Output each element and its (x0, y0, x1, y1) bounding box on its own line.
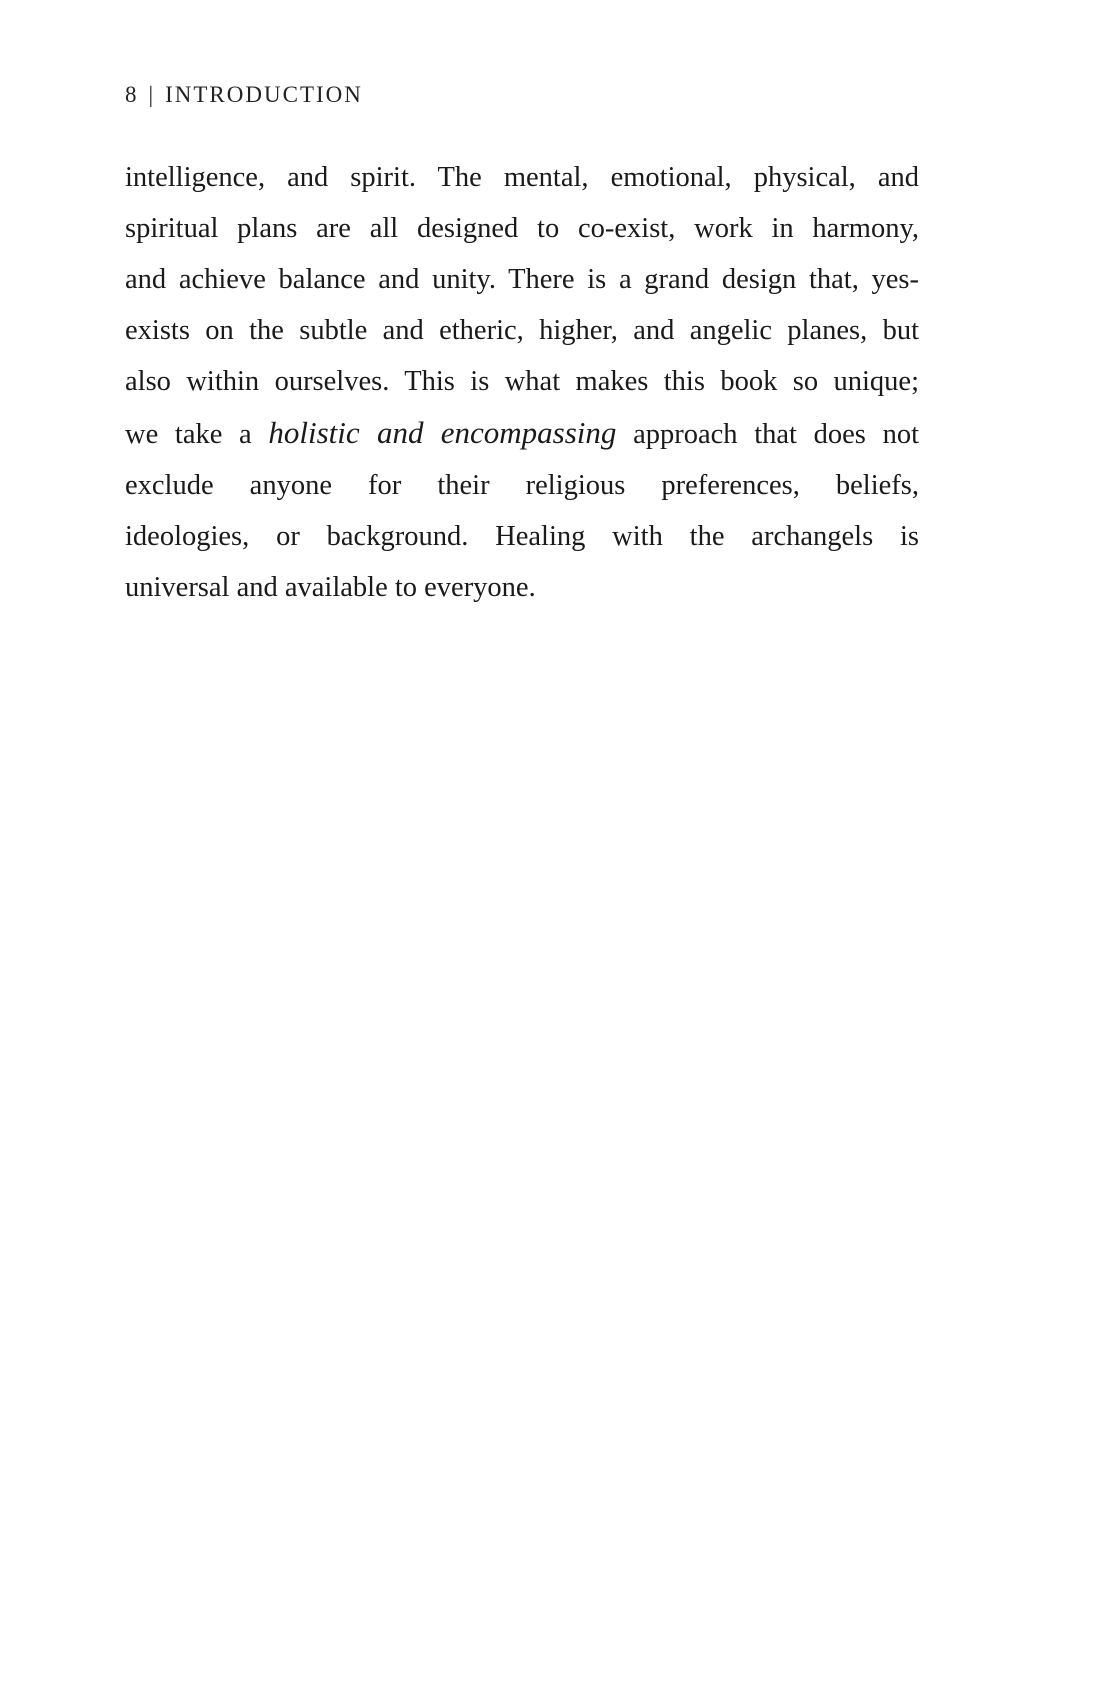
running-head (125, 82, 363, 108)
section-title: INTRODUCTION (165, 82, 363, 107)
text-line-9: universal and available to everyone. (125, 572, 536, 603)
emphasized-phrase: holistic and encompassing (268, 415, 617, 450)
text-line-6 (125, 407, 919, 460)
text-line-6-end: approach that does not (616, 419, 919, 450)
text-line-1: intelligence, and spirit. The mental, emotional, physical, and (125, 162, 919, 193)
page-number: 8 (125, 82, 139, 107)
text-line-3: and achieve balance and unity. There is a grand design that, yes- (125, 264, 919, 295)
text-line-7: exclude anyone for their religious preferences, beliefs, (125, 470, 919, 501)
text-line-6-start: we take a (125, 419, 269, 450)
header-separator: | (148, 82, 156, 107)
text-line-2: spiritual plans are all designed to co-exist, work in harmony, (125, 213, 919, 244)
text-line-5: also within ourselves. This is what makes this book so unique; (125, 366, 919, 397)
text-line-4: exists on the subtle and etheric, higher, and angelic planes, but (125, 315, 919, 346)
text-line-8: ideologies, or background. Healing with the archangels is (125, 521, 919, 552)
body-paragraph (125, 152, 919, 613)
